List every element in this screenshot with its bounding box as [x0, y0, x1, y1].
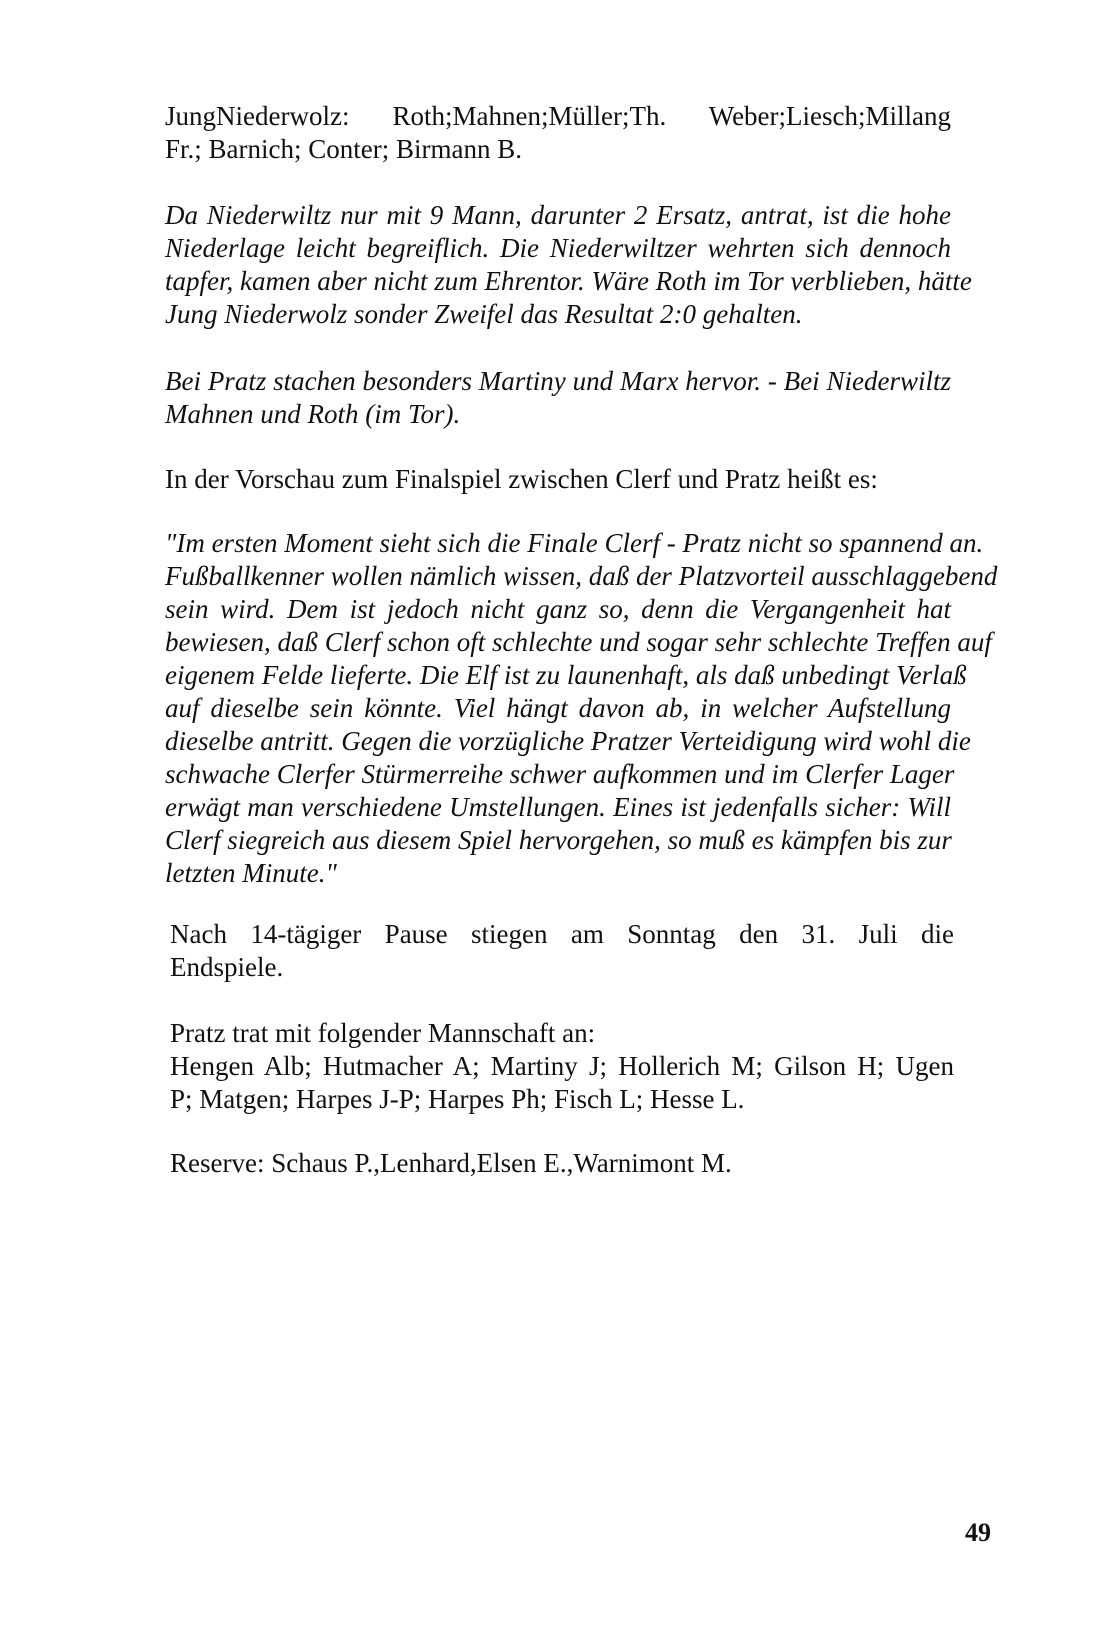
text-line: Fußballkenner wollen nämlich wissen, daß der Platzvorteil ausschlaggebend — [165, 561, 998, 591]
preview-intro-paragraph — [165, 463, 951, 496]
text-line: In der Vorschau zum Finalspiel zwischen Clerf und Pratz heißt es: — [165, 464, 878, 494]
text-line: letzten Minute." — [165, 858, 337, 888]
text-line: Reserve: Schaus P.,Lenhard,Elsen E.,Warnimont M. — [170, 1148, 732, 1178]
text-line: Fr.; Barnich; Conter; Birmann B. — [165, 134, 522, 164]
text-line: Clerf siegreich aus diesem Spiel hervorgehen, so muß es kämpfen bis zur — [165, 825, 952, 855]
endspiele-paragraph — [170, 918, 954, 984]
text-line: schwache Clerfer Stürmerreihe schwer aufkommen und im Clerfer Lager — [165, 759, 955, 789]
reserve-paragraph — [170, 1147, 954, 1180]
text-line: Niederlage leicht begreiflich. Die Niederwiltzer wehrten sich dennoch — [165, 233, 951, 263]
text-line: Bei Pratz stachen besonders Martiny und Marx hervor. - Bei Niederwiltz — [165, 366, 951, 396]
preview-quote-paragraph — [165, 527, 998, 890]
text-line: auf dieselbe sein könnte. Viel hängt davon ab, in welcher Aufstellung — [165, 693, 951, 723]
standout-players-paragraph — [165, 365, 951, 431]
text-line: erwägt man verschiedene Umstellungen. Eines ist jedenfalls sicher: Will — [165, 792, 951, 822]
text-line: dieselbe antritt. Gegen die vorzügliche Pratzer Verteidigung wird wohl die — [165, 726, 971, 756]
text-line: P; Matgen; Harpes J-P; Harpes Ph; Fisch L; Hesse L. — [170, 1084, 745, 1114]
text-line: Jung Niederwolz sonder Zweifel das Resultat 2:0 gehalten. — [165, 299, 803, 329]
lineup-niederwiltz-paragraph — [165, 100, 951, 166]
text-line: eigenem Felde lieferte. Die Elf ist zu launenhaft, als daß unbedingt Verlaß — [165, 660, 967, 690]
text-line: Pratz trat mit folgender Mannschaft an: — [170, 1018, 596, 1048]
text-line: Nach 14-tägiger Pause stiegen am Sonntag den 31. Juli die — [170, 919, 954, 949]
text-line: Da Niederwiltz nur mit 9 Mann, darunter 2 Ersatz, antrat, ist die hohe — [165, 200, 951, 230]
text-line: Hengen Alb; Hutmacher A; Martiny J; Hollerich M; Gilson H; Ugen — [170, 1051, 954, 1081]
text-line: sein wird. Dem ist jedoch nicht ganz so, denn die Vergangenheit hat — [165, 594, 951, 624]
page-number: 49 — [965, 1518, 991, 1547]
text-line: JungNiederwolz: Roth;Mahnen;Müller;Th. Weber;Liesch;Millang — [165, 101, 951, 131]
text-line: "Im ersten Moment sieht sich die Finale Clerf - Pratz nicht so spannend an. — [165, 528, 984, 558]
text-line: Mahnen und Roth (im Tor). — [165, 399, 461, 429]
lineup-pratz-paragraph — [170, 1017, 954, 1116]
text-line: tapfer, kamen aber nicht zum Ehrentor. Wäre Roth im Tor verblieben, hätte — [165, 266, 972, 296]
text-line: bewiesen, daß Clerf schon oft schlechte und sogar sehr schlechte Treffen auf — [165, 627, 992, 657]
match-comment-paragraph — [165, 199, 972, 331]
text-line: Endspiele. — [170, 952, 284, 982]
